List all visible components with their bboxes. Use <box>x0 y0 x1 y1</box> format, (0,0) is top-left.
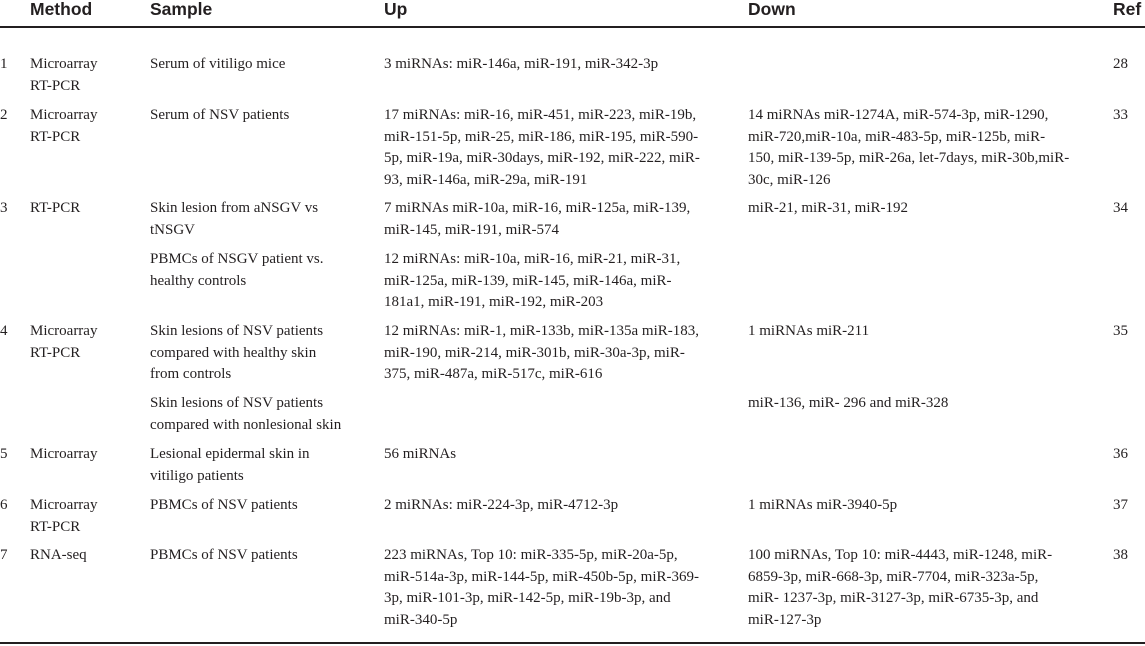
row-4-down: 1 miRNAs miR-211 <box>748 323 870 339</box>
row-1-sample: Serum of vitiligo mice <box>150 56 286 72</box>
row-5-ref: 36 <box>1113 446 1128 462</box>
header-sample: Sample <box>150 0 213 19</box>
row-3-up: 7 miRNAs miR-10a, miR-16, miR-125a, miR-139, miR-145, miR-191, miR-574 <box>384 200 691 238</box>
footer-rule <box>0 642 1145 644</box>
row-4b-down: miR-136, miR- 296 and miR-328 <box>748 395 949 411</box>
row-6-ref: 37 <box>1113 497 1128 513</box>
row-7-down: 100 miRNAs, Top 10: miR-4443, miR-1248, miR- 6859-3p, miR-668-3p, miR-7704, miR-323a-5p, miR- 1237-3p, miR-3127-3p, miR-6735-3p, and miR-127-3p <box>748 547 1053 628</box>
row-6-sample: PBMCs of NSV patients <box>150 497 298 513</box>
row-5-method: Microarray <box>30 446 98 462</box>
row-2-no: 2 <box>0 107 8 123</box>
row-7-method: RNA-seq <box>30 547 87 563</box>
row-2-method: Microarray RT-PCR <box>30 107 98 145</box>
row-3-no: 3 <box>0 200 8 216</box>
row-3-ref: 34 <box>1113 200 1128 216</box>
row-4b-sample: Skin lesions of NSV patients compared with nonlesional skin <box>150 395 342 433</box>
row-2-up: 17 miRNAs: miR-16, miR-451, miR-223, miR-19b, miR-151-5p, miR-25, miR-186, miR-195, miR-590- 5p, miR-19a, miR-30days, miR-192, miR-222, miR- 93, miR-146a, miR-29a, miR-191 <box>384 107 700 188</box>
row-6-method: Microarray RT-PCR <box>30 497 98 535</box>
row-3-sample: Skin lesion from aNSGV vs tNSGV <box>150 200 319 238</box>
row-2-ref: 33 <box>1113 107 1128 123</box>
row-1-up: 3 miRNAs: miR-146a, miR-191, miR-342-3p <box>384 56 659 72</box>
row-7-up: 223 miRNAs, Top 10: miR-335-5p, miR-20a-5p, miR-514a-3p, miR-144-5p, miR-450b-5p, miR-369- 3p, miR-101-3p, miR-142-5p, miR-19b-3p, and miR-340-5p <box>384 547 699 628</box>
row-3b-up: 12 miRNAs: miR-10a, miR-16, miR-21, miR-31, miR-125a, miR-139, miR-145, miR-146a, miR- 181a1, miR-191, miR-192, miR-203 <box>384 251 681 310</box>
row-4-up: 12 miRNAs: miR-1, miR-133b, miR-135a miR-183, miR-190, miR-214, miR-301b, miR-30a-3p, miR- 375, miR-487a, miR-517c, miR-616 <box>384 323 700 382</box>
row-1-ref: 28 <box>1113 56 1128 72</box>
header-up: Up <box>384 0 408 19</box>
row-5-up: 56 miRNAs <box>384 446 457 462</box>
row-5-sample: Lesional epidermal skin in vitiligo patients <box>150 446 310 484</box>
row-4-ref: 35 <box>1113 323 1128 339</box>
row-2-sample: Serum of NSV patients <box>150 107 290 123</box>
row-4-sample: Skin lesions of NSV patients compared with healthy skin from controls <box>150 323 324 382</box>
header-ref: Ref <box>1113 0 1142 19</box>
row-6-no: 6 <box>0 497 8 513</box>
row-7-no: 7 <box>0 547 8 563</box>
row-3b-sample: PBMCs of NSGV patient vs. healthy controls <box>150 251 324 289</box>
row-5-no: 5 <box>0 446 8 462</box>
row-7-sample: PBMCs of NSV patients <box>150 547 298 563</box>
row-3-method: RT-PCR <box>30 200 81 216</box>
row-4-no: 4 <box>0 323 8 339</box>
row-2-down: 14 miRNAs miR-1274A, miR-574-3p, miR-1290, miR-720,miR-10a, miR-483-5p, miR-125b, miR- 150, miR-139-5p, miR-26a, let-7days, miR-30b,miR- 30c, miR-126 <box>748 107 1070 188</box>
row-1-no: 1 <box>0 56 8 72</box>
row-3-down: miR-21, miR-31, miR-192 <box>748 200 909 216</box>
row-6-down: 1 miRNAs miR-3940-5p <box>748 497 898 513</box>
row-7-ref: 38 <box>1113 547 1128 563</box>
header-down: Down <box>748 0 796 19</box>
header-method: Method <box>30 0 93 19</box>
row-6-up: 2 miRNAs: miR-224-3p, miR-4712-3p <box>384 497 619 513</box>
row-4-method: Microarray RT-PCR <box>30 323 98 361</box>
header-rule <box>0 26 1145 28</box>
row-1-method: Microarray RT-PCR <box>30 56 98 94</box>
